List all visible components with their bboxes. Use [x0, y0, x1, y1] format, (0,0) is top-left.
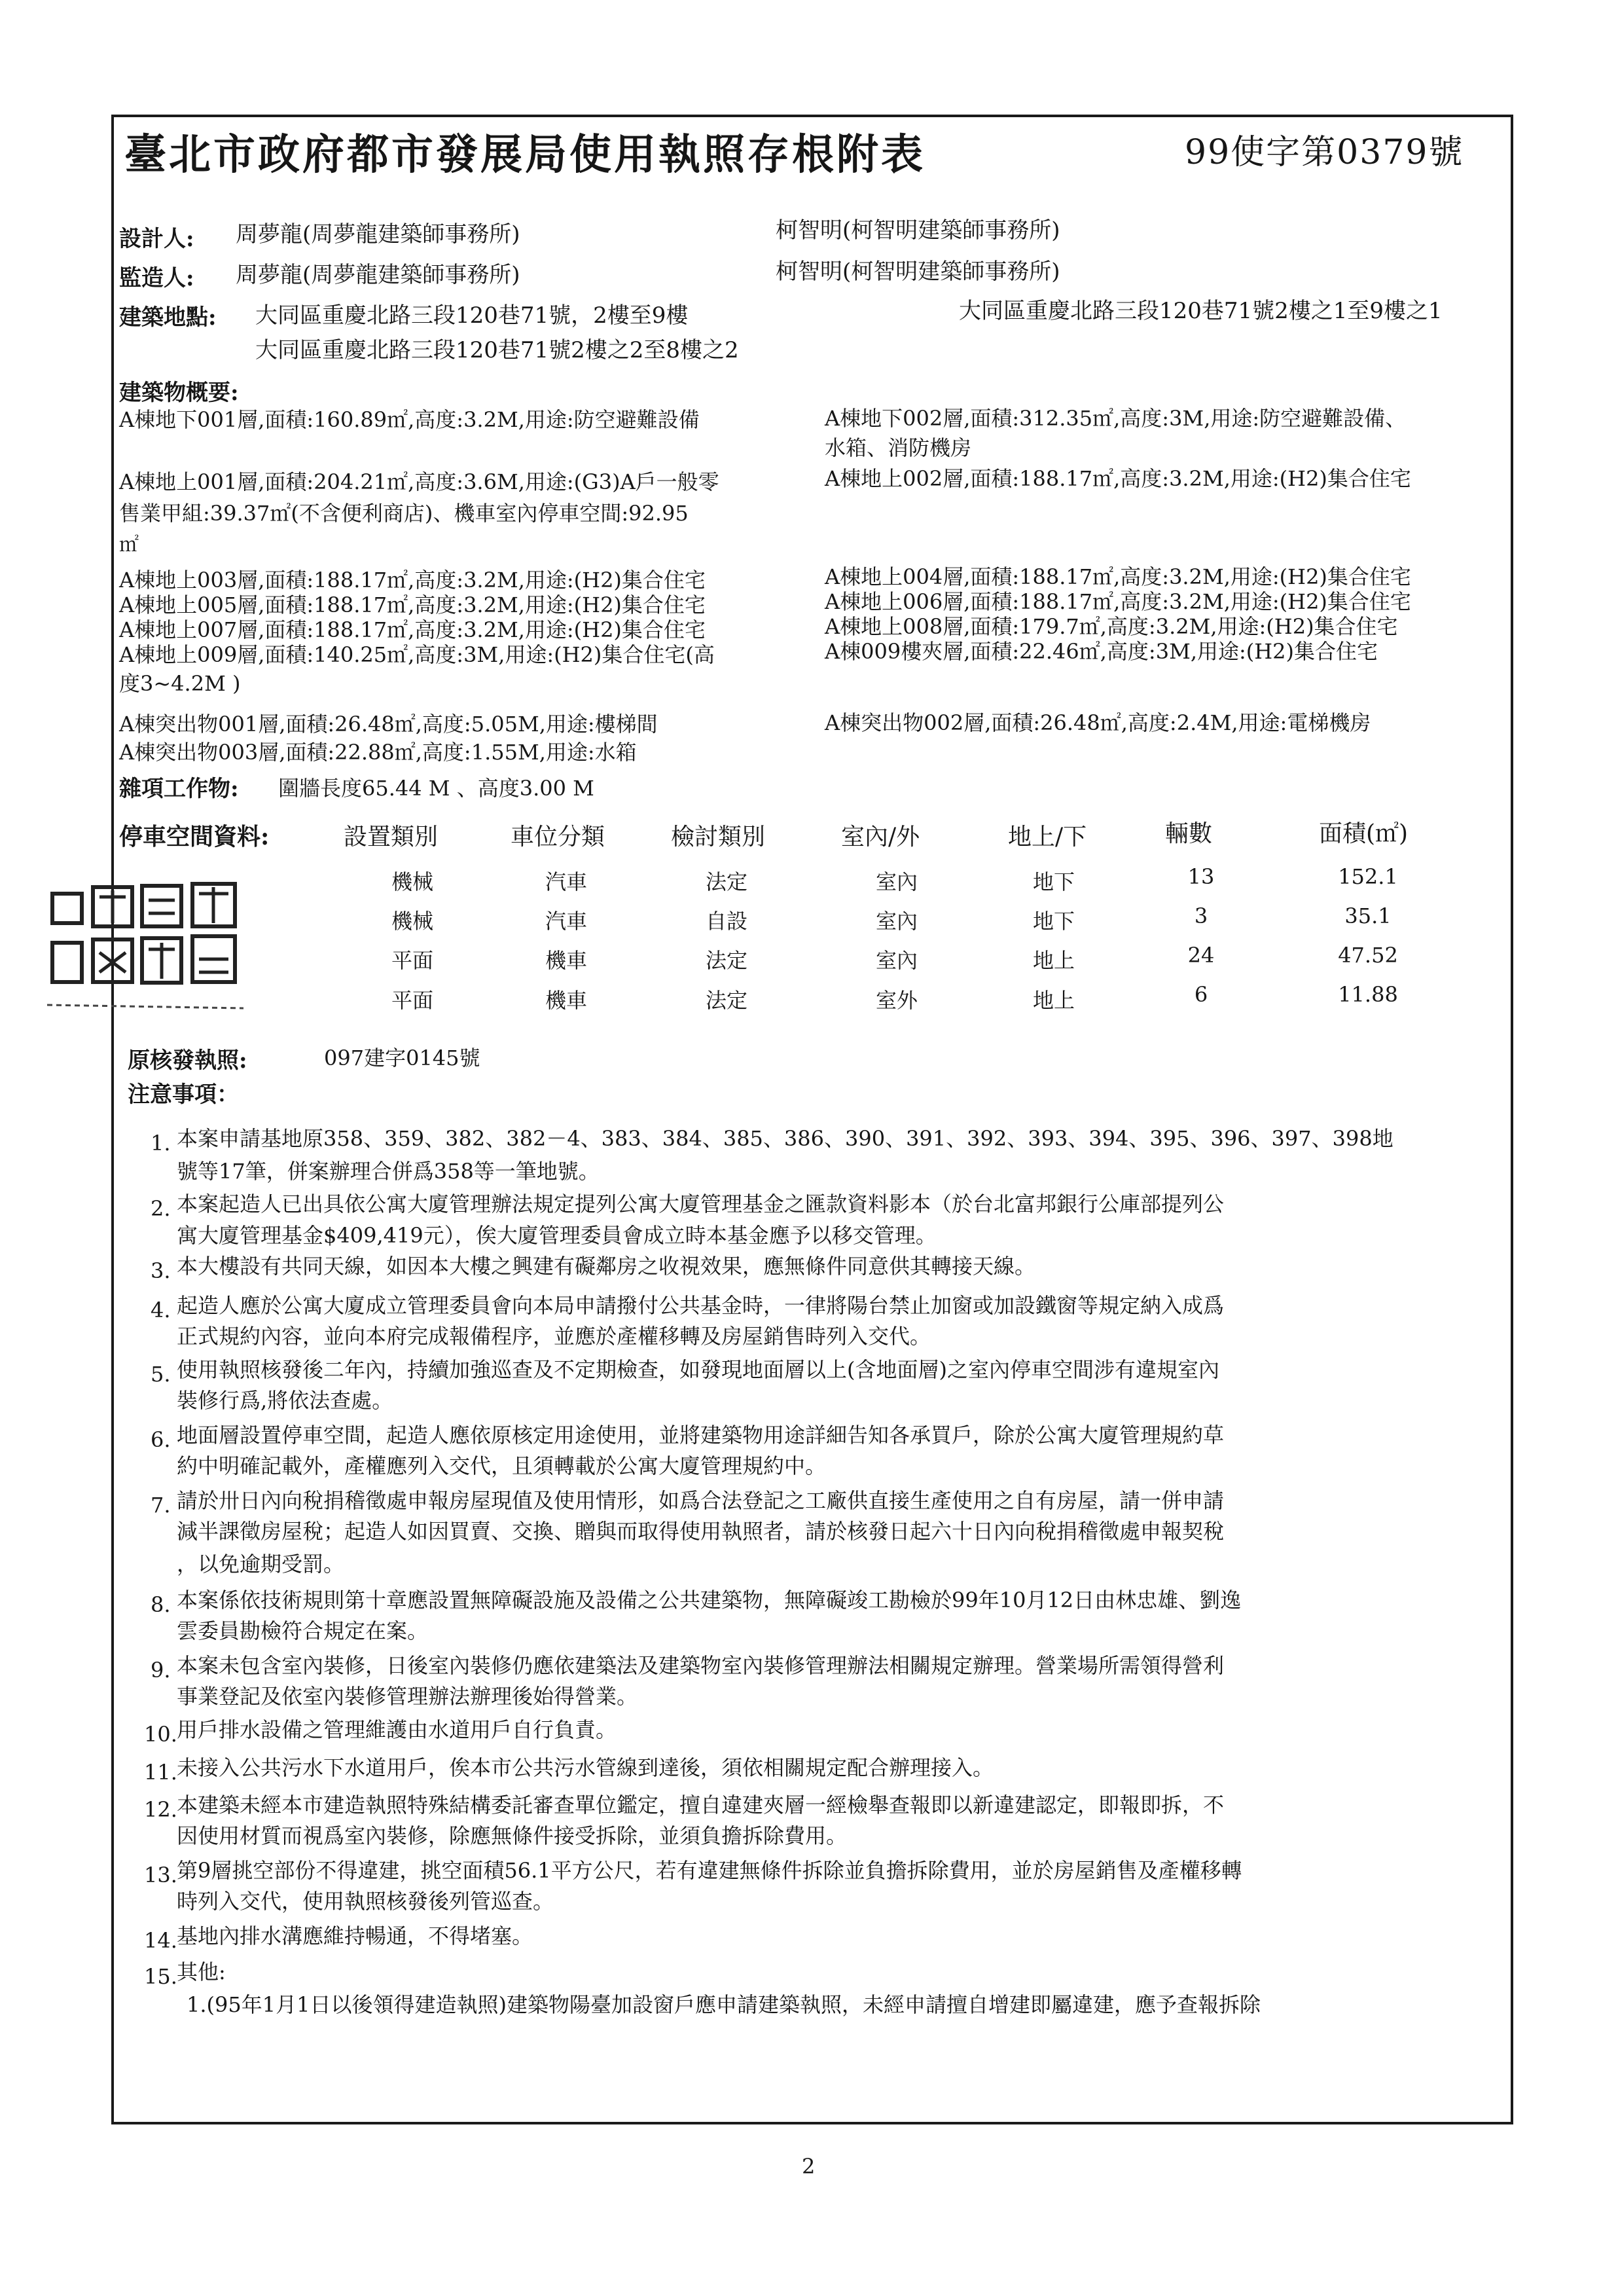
- supervisor-b: 柯智明(柯智明建築師事務所): [776, 259, 1060, 285]
- site-label: 建築地點:: [119, 304, 217, 331]
- overview-roof3-left: A棟突出物003層,面積:22.88㎡,高度:1.55M,用途:水箱: [119, 740, 637, 765]
- note-number: 2.: [151, 1196, 171, 1221]
- overview-label: 建築物概要:: [119, 380, 239, 406]
- overview-b1-left: A棟地下001層,面積:160.89㎡,高度:3.2M,用途:防空避難設備: [119, 407, 700, 432]
- page-title: 臺北市政府都市發展局使用執照存根附表: [124, 130, 926, 179]
- parking-cell: 法定: [705, 948, 747, 973]
- parking-header-class: 車位分類: [511, 824, 605, 850]
- overview-f2-right: A棟地上002層,面積:188.17㎡,高度:3.2M,用途:(H2)集合住宅: [825, 466, 1411, 491]
- parking-cell: 法定: [705, 869, 747, 894]
- notes-label: 注意事項：: [128, 1082, 239, 1108]
- note-number: 9.: [151, 1658, 171, 1683]
- misc-value: 圍牆長度65.44 M 、高度3.00 M: [278, 776, 594, 801]
- note-number: 7.: [151, 1493, 171, 1518]
- designer-a: 周夢龍(周夢龍建築師事務所): [236, 221, 520, 247]
- note-number: 3.: [151, 1258, 171, 1283]
- parking-cell: 平面: [391, 988, 433, 1013]
- overview-b1-right: A棟地下002層,面積:312.35㎡,高度:3M,用途:防空避難設備、: [825, 406, 1407, 431]
- note-number: 15.: [144, 1964, 177, 1989]
- parking-cell: 汽車: [545, 869, 587, 894]
- note-line: 本案係依技術規則第十章應設置無障礙設施及設備之公共建築物，無障礙竣工勘檢於99年10月12日由林忠雄、劉逸: [177, 1588, 1242, 1613]
- note-line: 號等17筆，併案辦理合併爲358等一筆地號。: [177, 1159, 600, 1184]
- note-line: ，以免逾期受罰。: [177, 1552, 345, 1576]
- official-seal-stamp: [47, 881, 243, 1018]
- note-line: 寓大廈管理基金$409,419元），俟大廈管理委員會成立時本基金應予以移交管理。: [177, 1223, 937, 1248]
- site-c: 大同區重慶北路三段120巷71號2樓之2至8樓之2: [255, 337, 739, 363]
- note-number: 14.: [144, 1928, 177, 1953]
- original-permit-value: 097建字0145號: [324, 1046, 480, 1070]
- parking-cell: 11.88: [1338, 982, 1398, 1007]
- overview-f1-left: A棟地上001層,面積:204.21㎡,高度:3.6M,用途:(G3)A戶一般零: [119, 469, 719, 494]
- note-line: 約中明確記載外，產權應列入交代，且須轉載於公寓大廈管理規約中。: [177, 1453, 827, 1478]
- parking-cell: 地上: [1032, 988, 1075, 1013]
- parking-cell: 法定: [705, 988, 747, 1013]
- parking-cell: 3: [1194, 903, 1208, 928]
- note-number: 5.: [151, 1362, 171, 1387]
- parking-cell: 24: [1187, 943, 1215, 968]
- parking-cell: 室外: [875, 988, 918, 1013]
- parking-cell: 室內: [875, 869, 918, 894]
- note-line: 正式規約內容，並向本府完成報備程序，並應於產權移轉及房屋銷售時列入交代。: [177, 1324, 931, 1349]
- parking-header-indoor: 室內/外: [841, 824, 920, 850]
- designer-b: 柯智明(柯智明建築師事務所): [776, 217, 1060, 244]
- site-b: 大同區重慶北路三段120巷71號2樓之1至9樓之1: [959, 298, 1443, 324]
- note-number: 8.: [151, 1592, 171, 1617]
- parking-cell: 地上: [1032, 948, 1075, 973]
- note-line: 本案申請基地原358、359、382、382－4、383、384、385、386、390、391、392、393、394、395、396、397、398地: [177, 1126, 1393, 1151]
- parking-cell: 47.52: [1338, 943, 1398, 968]
- note-line: 本大樓設有共同天線，如因本大樓之興建有礙鄰房之收視效果，應無條件同意供其轉接天線。: [177, 1254, 1036, 1279]
- note-line: 時列入交代，使用執照核發後列管巡查。: [177, 1889, 554, 1914]
- parking-cell: 地下: [1032, 869, 1075, 894]
- site-a: 大同區重慶北路三段120巷71號，2樓至9樓: [255, 302, 689, 329]
- overview-f4-right: A棟地上004層,面積:188.17㎡,高度:3.2M,用途:(H2)集合住宅: [825, 564, 1411, 589]
- overview-mezz-right: A棟009樓夾層,面積:22.46㎡,高度:3M,用途:(H2)集合住宅: [825, 639, 1378, 664]
- note-line: 事業登記及依室內裝修管理辦法辦理後始得營業。: [177, 1684, 638, 1709]
- parking-header-review: 檢討類別: [671, 824, 766, 850]
- parking-cell: 汽車: [545, 909, 587, 934]
- parking-header-type: 設置類別: [344, 824, 439, 850]
- note-number: 11.: [144, 1760, 177, 1785]
- overview-f5-left: A棟地上005層,面積:188.17㎡,高度:3.2M,用途:(H2)集合住宅: [119, 592, 706, 617]
- parking-cell: 35.1: [1344, 903, 1392, 928]
- note-line: 雲委員勘檢符合規定在案。: [177, 1618, 429, 1643]
- page-number: 2: [802, 2154, 816, 2179]
- parking-cell: 152.1: [1338, 864, 1398, 889]
- note-15-subitem: 1.(95年1月1日以後領得建造執照)建築物陽臺加設窗戶應申請建築執照，未經申請擅自增建即屬違建，應予查報拆除: [187, 1992, 1261, 2017]
- overview-f9-left: A棟地上009層,面積:140.25㎡,高度:3M,用途:(H2)集合住宅(高: [119, 642, 715, 667]
- note-number: 12.: [144, 1797, 177, 1822]
- overview-roof1-left: A棟突出物001層,面積:26.48㎡,高度:5.05M,用途:樓梯間: [119, 712, 658, 737]
- parking-cell: 機車: [545, 948, 587, 973]
- parking-cell: 6: [1194, 982, 1208, 1007]
- overview-f8-right: A棟地上008層,面積:179.7㎡,高度:3.2M,用途:(H2)集合住宅: [825, 614, 1398, 639]
- parking-cell: 地下: [1032, 909, 1075, 934]
- parking-cell: 機車: [545, 988, 587, 1013]
- note-line: 起造人應於公寓大廈成立管理委員會向本局申請撥付公共基金時，一律將陽台禁止加窗或加設鐵窗等規定納入成爲: [177, 1293, 1225, 1318]
- note-number: 1.: [151, 1131, 171, 1156]
- parking-cell: 13: [1187, 864, 1215, 889]
- parking-cell: 機械: [391, 869, 433, 894]
- note-line: 減半課徵房屋稅；起造人如因買賣、交換、贈與而取得使用執照者，請於核發日起六十日內向稅捐稽徵處申報契稅: [177, 1519, 1225, 1544]
- note-line: 基地內排水溝應維持暢通，不得堵塞。: [177, 1923, 533, 1948]
- parking-header-level: 地上/下: [1008, 824, 1087, 850]
- overview-f7-left: A棟地上007層,面積:188.17㎡,高度:3.2M,用途:(H2)集合住宅: [119, 617, 706, 642]
- parking-cell: 平面: [391, 948, 433, 973]
- note-line: 請於卅日內向稅捐稽徵處申報房屋現值及使用情形，如爲合法登記之工廠供直接生產使用之自有房屋，請一併申請: [177, 1488, 1225, 1513]
- note-line: 使用執照核發後二年內，持續加強巡查及不定期檢查，如發現地面層以上(含地面層)之室內停車空間涉有違規室內: [177, 1357, 1219, 1382]
- note-number: 13.: [144, 1863, 177, 1887]
- note-line: 地面層設置停車空間，起造人應依原核定用途使用，並將建築物用途詳細告知各承買戶，除於公寓大廈管理規約草: [177, 1423, 1225, 1448]
- parking-cell: 機械: [391, 909, 433, 934]
- note-line: 第9層挑空部份不得違建，挑空面積56.1平方公尺，若有違建無條件拆除並負擔拆除費用，並於房屋銷售及產權移轉: [177, 1858, 1242, 1883]
- parking-label: 停車空間資料:: [119, 823, 270, 850]
- note-line: 未接入公共污水下水道用戶，俟本市公共污水管線到達後，須依相關規定配合辦理接入。: [177, 1755, 994, 1780]
- misc-label: 雜項工作物:: [119, 776, 239, 802]
- note-line: 本案未包含室內裝修，日後室內裝修仍應依建築法及建築物室內裝修管理辦法相關規定辦理。營業場所需領得營利: [177, 1653, 1225, 1678]
- note-line: 本建築未經本市建造執照特殊結構委託審查單位鑑定，擅自違建夾層一經檢舉查報即以新違建認定，即報即拆，不: [177, 1793, 1225, 1817]
- overview-f1-left-cont1: 售業甲組:39.37㎡(不含便利商店)、機車室內停車空間:92.95: [119, 501, 689, 526]
- note-number: 4.: [151, 1298, 171, 1322]
- overview-f1-left-cont2: ㎡: [119, 534, 139, 556]
- overview-f9-left-cont: 度3~4.2M ): [119, 671, 241, 696]
- note-line: 因使用材質而視爲室內裝修，除應無條件接受拆除，並須負擔拆除費用。: [177, 1823, 848, 1848]
- note-number: 6.: [151, 1427, 171, 1452]
- permit-number: 99使字第0379號: [1185, 133, 1464, 172]
- parking-header-count: 輛數: [1165, 820, 1213, 847]
- note-number: 10.: [144, 1722, 177, 1747]
- overview-f6-right: A棟地上006層,面積:188.17㎡,高度:3.2M,用途:(H2)集合住宅: [825, 589, 1411, 614]
- parking-header-area: 面積(㎡): [1319, 820, 1409, 847]
- supervisor-label: 監造人:: [119, 265, 194, 291]
- note-line: 裝修行爲,將依法查處。: [177, 1388, 393, 1413]
- overview-f3-left: A棟地上003層,面積:188.17㎡,高度:3.2M,用途:(H2)集合住宅: [119, 568, 706, 592]
- original-permit-label: 原核發執照:: [128, 1048, 247, 1074]
- overview-roof2-right: A棟突出物002層,面積:26.48㎡,高度:2.4M,用途:電梯機房: [825, 710, 1371, 735]
- overview-b1-right-cont: 水箱、消防機房: [825, 435, 972, 460]
- note-line: 其他:: [177, 1959, 226, 1984]
- parking-cell: 室內: [875, 948, 918, 973]
- note-line: 本案起造人已出具依公寓大廈管理辦法規定提列公寓大廈管理基金之匯款資料影本（於台北富邦銀行公庫部提列公: [177, 1192, 1225, 1216]
- designer-label: 設計人:: [119, 226, 194, 252]
- note-line: 用戶排水設備之管理維護由水道用戶自行負責。: [177, 1717, 617, 1742]
- parking-cell: 室內: [875, 909, 918, 934]
- parking-cell: 自設: [705, 909, 747, 934]
- supervisor-a: 周夢龍(周夢龍建築師事務所): [236, 262, 520, 288]
